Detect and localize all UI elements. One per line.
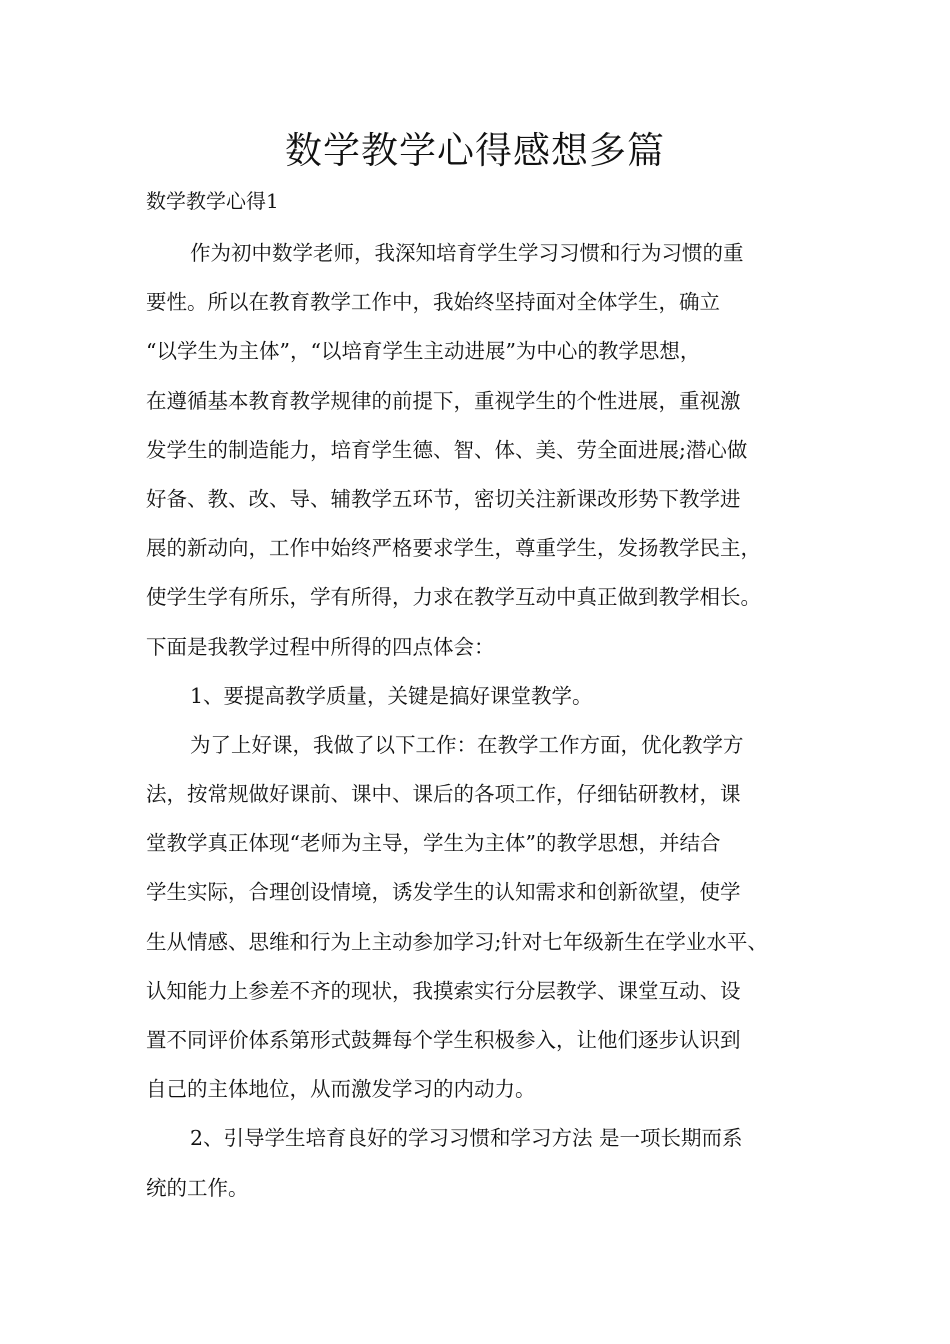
numbered-point: 1、要提高教学质量，关键是搞好课堂教学。 [190, 683, 593, 708]
numbered-point: 2、引导学生培育良好的学习习惯和学习方法 是一项长期而系 [190, 1126, 743, 1151]
body-line: 发学生的制造能力，培育学生德、智、体、美、劳全面进展;潜心做 [146, 437, 748, 462]
body-line: 置不同评价体系第形式鼓舞每个学生积极参入，让他们逐步认识到 [146, 1028, 741, 1052]
document-title: 数学教学心得感想多篇 [285, 129, 665, 172]
body-line: 展的新动向，工作中始终严格要求学生，尊重学生，发扬教学民主， [146, 536, 761, 561]
body-line: 生从情感、思维和行为上主动参加学习;针对七年级新生在学业水平、 [146, 929, 768, 954]
body-line: 堂教学真正体现“老师为主导，学生为主体”的教学思想，并结合 [146, 831, 721, 856]
body-line: 要性。所以在教育教学工作中，我始终坚持面对全体学生，确立 [146, 290, 720, 315]
body-line: 法，按常规做好课前、课中、课后的各项工作，仔细钻研教材，课 [146, 782, 741, 807]
body-line: “以学生为主体”，“以培育学生主动进展”为中心的教学思想， [146, 339, 701, 364]
body-line: 使学生学有所乐，学有所得，力求在教学互动中真正做到教学相长。 [146, 585, 761, 610]
body-line: 学生实际，合理创设情境，诱发学生的认知需求和创新欲望，使学 [146, 880, 741, 905]
body-line: 好备、教、改、导、辅教学五环节，密切关注新课改形势下教学进 [146, 486, 741, 511]
body-line: 自己的主体地位，从而激发学习的内动力。 [146, 1077, 536, 1102]
body-line: 为了上好课，我做了以下工作：在教学工作方面，优化教学方 [190, 732, 744, 757]
body-line: 作为初中数学老师，我深知培育学生学习习惯和行为习惯的重 [190, 241, 744, 265]
document-body [146, 229, 806, 1213]
body-line: 在遵循基本教育教学规律的前提下，重视学生的个性进展，重视激 [146, 388, 741, 413]
body-line: 认知能力上参差不齐的现状，我摸索实行分层教学、课堂互动、设 [146, 978, 741, 1003]
section-heading: 数学教学心得1 [146, 189, 279, 213]
body-line: 下面是我教学过程中所得的四点体会： [146, 634, 495, 659]
body-line: 统的工作。 [146, 1175, 249, 1200]
